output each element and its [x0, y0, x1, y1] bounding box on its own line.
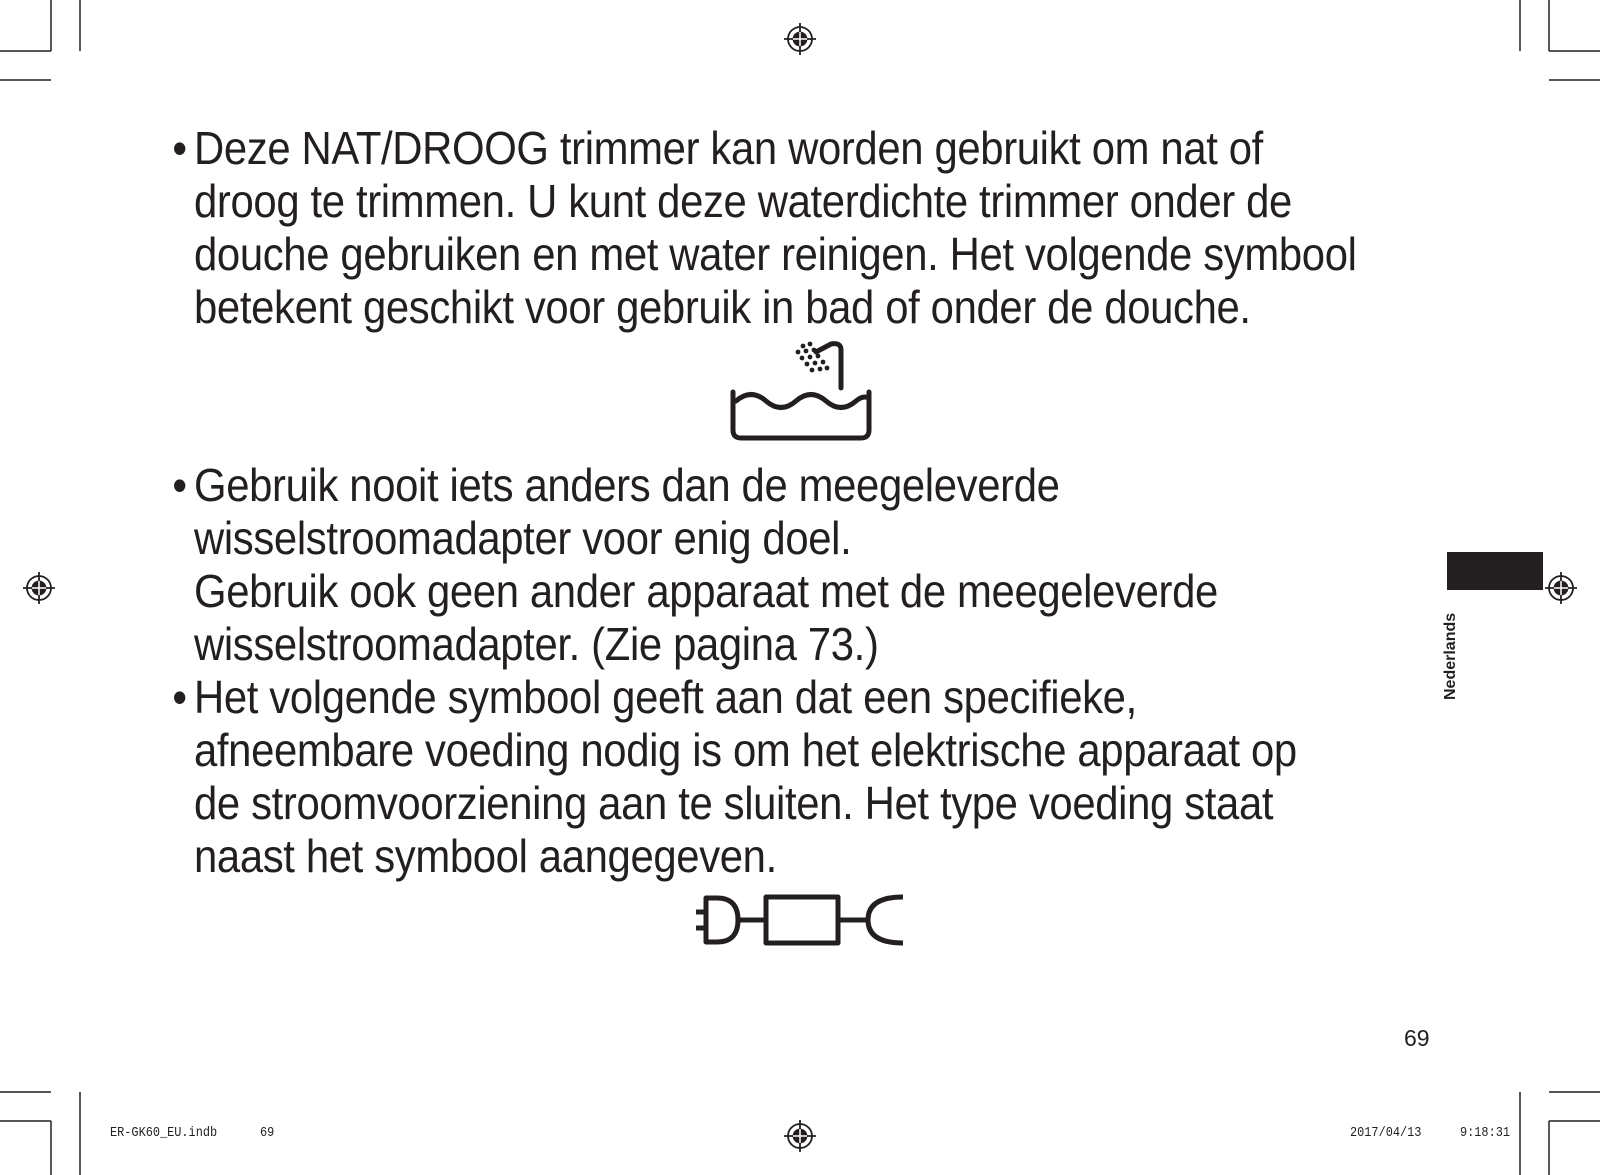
bullet-line: naast het symbool aangegeven.: [194, 830, 777, 882]
bullet-wet-dry-trimmer: [172, 122, 1357, 334]
bullet-marker: •: [172, 459, 187, 511]
page-number: 69: [1404, 1025, 1430, 1051]
bullet-line: de stroomvoorziening aan te sluiten. Het type voeding staat: [194, 777, 1274, 829]
bullet-marker: •: [172, 671, 187, 723]
detachable-power-supply-icon: [692, 892, 906, 948]
bullet-line: Gebruik nooit iets anders dan de meegeleverde: [194, 459, 1060, 511]
slug-page: 69: [260, 1125, 275, 1141]
bullet-line: wisselstroomadapter. (Zie pagina 73.): [194, 618, 879, 670]
slug-file: ER-GK60_EU.indb: [110, 1125, 218, 1141]
bullet-line: wisselstroomadapter voor enig doel.: [194, 512, 852, 564]
bullet-power-supply-symbol: [172, 671, 1310, 883]
bullet-line: Het volgende symbool geeft aan dat een specifieke,: [194, 671, 1137, 723]
bullet-line: Deze NAT/DROOG trimmer kan worden gebruikt om nat of: [194, 122, 1263, 174]
bullet-line: afneembare voeding nodig is om het elektrische apparaat op: [194, 724, 1297, 776]
bullet-ac-adapter-warning: [172, 459, 1310, 671]
bullet-line: betekent geschikt voor gebruik in bad of onder de douche.: [194, 281, 1251, 333]
bullet-line: droog te trimmen. U kunt deze waterdichte trimmer onder de: [194, 175, 1292, 227]
language-label: Nederlands: [1442, 612, 1459, 700]
slug-date: 2017/04/13: [1350, 1125, 1422, 1141]
bath-shower-icon: [728, 338, 874, 444]
bullet-line: Gebruik ook geen ander apparaat met de meegeleverde: [194, 565, 1218, 617]
language-tab: [1447, 552, 1543, 590]
bullet-marker: •: [172, 122, 187, 174]
slug-time: 9:18:31: [1460, 1125, 1510, 1141]
bullet-line: douche gebruiken en met water reinigen. Het volgende symbool: [194, 228, 1357, 280]
